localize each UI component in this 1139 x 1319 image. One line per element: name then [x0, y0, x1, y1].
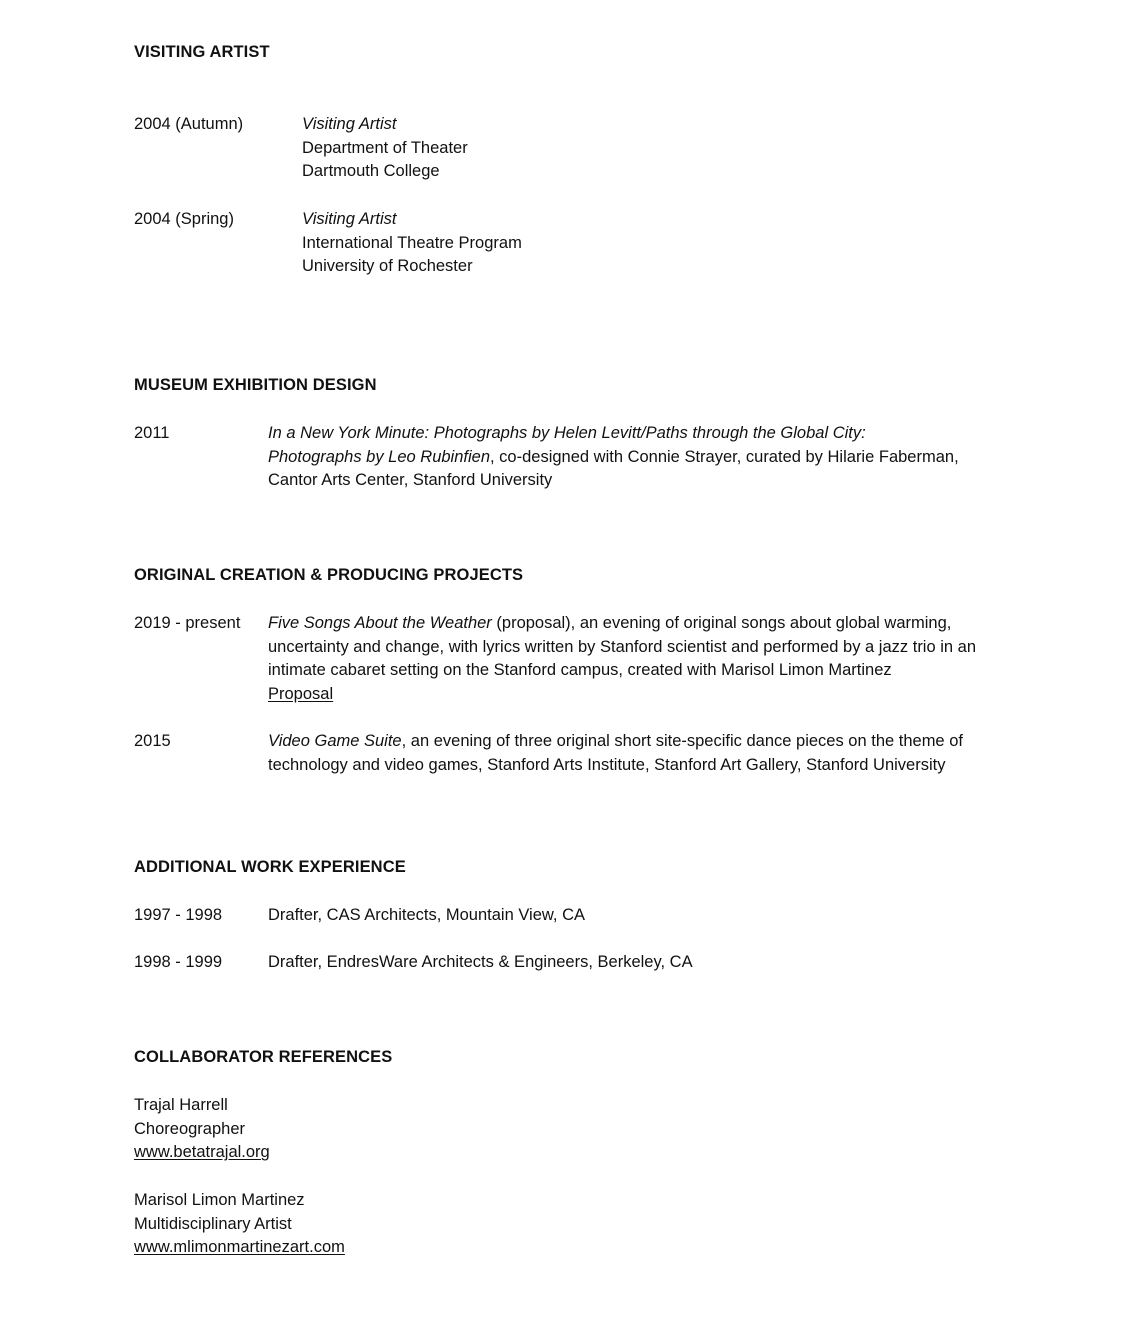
entry-role: Visiting Artist: [302, 210, 397, 228]
entry-title-line: In a New York Minute: Photographs by Helen Levitt/Paths through the Global City:: [268, 424, 866, 442]
section-heading-additional-work-experience: ADDITIONAL WORK EXPERIENCE: [134, 858, 406, 876]
entry-date: 2015: [134, 732, 171, 750]
section-heading-museum-exhibition-design: MUSEUM EXHIBITION DESIGN: [134, 376, 377, 394]
entry-description: [268, 730, 963, 777]
entry-text: , co-designed with Connie Strayer, curated by Hilarie Faberman,: [490, 447, 959, 466]
entry-title: Five Songs About the Weather: [268, 614, 492, 632]
reference-name: Trajal Harrell: [134, 1096, 228, 1114]
entry-description: [302, 208, 522, 279]
entry-text-line: Drafter, CAS Architects, Mountain View, CA: [268, 906, 585, 924]
entry-date: 2004 (Autumn): [134, 115, 244, 133]
entry-title-line: Photographs by Leo Rubinfien: [268, 447, 490, 466]
entry-text-line: uncertainty and change, with lyrics written by Stanford scientist and performed by a jazz trio in an: [268, 637, 977, 656]
entry-text-line: [268, 730, 963, 754]
entry-text-line: [268, 612, 976, 636]
reference-url-line: [134, 1236, 345, 1260]
entry-description: [268, 612, 976, 707]
reference-url-line: [134, 1141, 270, 1165]
section-heading-original-creation: ORIGINAL CREATION & PRODUCING PROJECTS: [134, 566, 524, 584]
reference-website-link[interactable]: www.mlimonmartinezart.com: [134, 1238, 345, 1257]
entry-date: 1997 - 1998: [134, 906, 223, 924]
entry-description: [302, 113, 468, 184]
entry-text-line: [268, 446, 959, 470]
reference-name: Marisol Limon Martinez: [134, 1191, 305, 1209]
reference-entry: [134, 1094, 270, 1165]
entry-text-line: technology and video games, Stanford Arts Institute, Stanford Art Gallery, Stanford University: [268, 755, 946, 774]
entry-organization: University of Rochester: [302, 257, 473, 276]
reference-role: Choreographer: [134, 1119, 245, 1138]
entry-description: [268, 951, 693, 975]
entry-role: Visiting Artist: [302, 115, 397, 133]
entry-text: (proposal), an evening of original songs about global warming,: [491, 614, 952, 632]
entry-text-line: Cantor Arts Center, Stanford University: [268, 471, 553, 490]
entry-text-line: intimate cabaret setting on the Stanford campus, created with Marisol Limon Martinez: [268, 661, 892, 680]
proposal-link[interactable]: Proposal: [268, 685, 334, 704]
section-heading-collaborator-references: COLLABORATOR REFERENCES: [134, 1048, 393, 1066]
entry-title: Video Game Suite: [268, 732, 402, 750]
entry-text: , an evening of three original short site-specific dance pieces on the theme of: [401, 732, 963, 750]
entry-text-line: Drafter, EndresWare Architects & Engineers, Berkeley, CA: [268, 953, 693, 971]
entry-description: [268, 904, 585, 928]
entry-department: International Theatre Program: [302, 233, 522, 252]
reference-entry: [134, 1189, 345, 1260]
entry-organization: Dartmouth College: [302, 162, 440, 181]
reference-website-link[interactable]: www.betatrajal.org: [134, 1143, 270, 1162]
entry-link-line: [268, 683, 976, 707]
entry-description: [268, 422, 959, 493]
entry-date: 2019 - present: [134, 614, 241, 632]
entry-date: 2011: [134, 424, 170, 442]
reference-role: Multidisciplinary Artist: [134, 1214, 292, 1233]
section-heading-visiting-artist: VISITING ARTIST: [134, 43, 270, 61]
entry-department: Department of Theater: [302, 138, 468, 157]
entry-date: 2004 (Spring): [134, 210, 234, 228]
entry-date: 1998 - 1999: [134, 953, 223, 971]
